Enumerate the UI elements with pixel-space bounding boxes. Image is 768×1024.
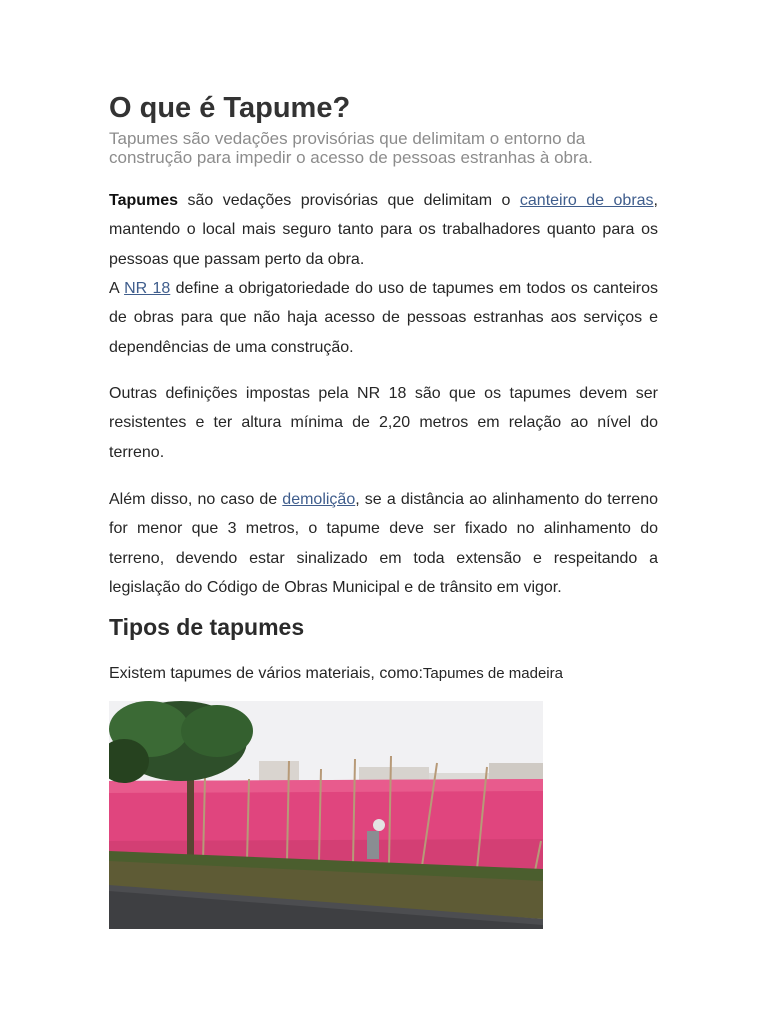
page-subtitle: Tapumes são vedações provisórias que delimitam o entorno da construção para impedir o acesso de pessoas estranhas à obra. xyxy=(109,129,593,167)
bold-term: Tapumes xyxy=(109,192,179,209)
paragraph-4 xyxy=(109,485,658,602)
link-nr-18[interactable]: NR 18 xyxy=(124,280,171,297)
paragraph-text: , mantendo o local mais seguro tanto para os trabalhadores quanto para os pessoas que passam perto da obra. xyxy=(109,192,658,268)
materials-line xyxy=(109,662,563,686)
link-demolicao[interactable]: demolição xyxy=(282,491,356,508)
paragraph-text: define a obrigatoriedade do uso de tapumes em todos os canteiros de obras para que não haja acesso de pessoas estranhas aos serviços e dependências de uma construção. xyxy=(109,280,659,356)
link-canteiro-de-obras[interactable]: canteiro de obras xyxy=(519,192,654,209)
fence-photo-illustration xyxy=(109,701,543,929)
materials-intro: Existem tapumes de vários materiais, como: xyxy=(109,665,423,682)
paragraph-text: A xyxy=(109,280,125,297)
paragraph-2 xyxy=(109,274,658,362)
fence-photo xyxy=(109,701,543,929)
paragraph-3: Outras definições impostas pela NR 18 são que os tapumes devem ser resistentes e ter altura mínima de 2,20 metros em relação ao nível do terreno. xyxy=(109,385,658,461)
paragraph-1 xyxy=(109,186,658,274)
paragraph-text: são vedações provisórias que delimitam o xyxy=(178,192,520,209)
section-title: Tipos de tapumes xyxy=(109,614,305,640)
paragraph-text: , se a distância ao alinhamento do terreno for menor que 3 metros, o tapume deve ser fixado no alinhamento do terreno, devendo estar sinalizado em toda extensão e respeitando a legislação do Código de Obras Municipal e de trânsito em vigor. xyxy=(109,491,658,596)
materials-caption: Tapumes de madeira xyxy=(422,665,563,682)
page-title: O que é Tapume? xyxy=(109,92,351,124)
paragraph-text: Além disso, no caso de xyxy=(109,491,283,508)
